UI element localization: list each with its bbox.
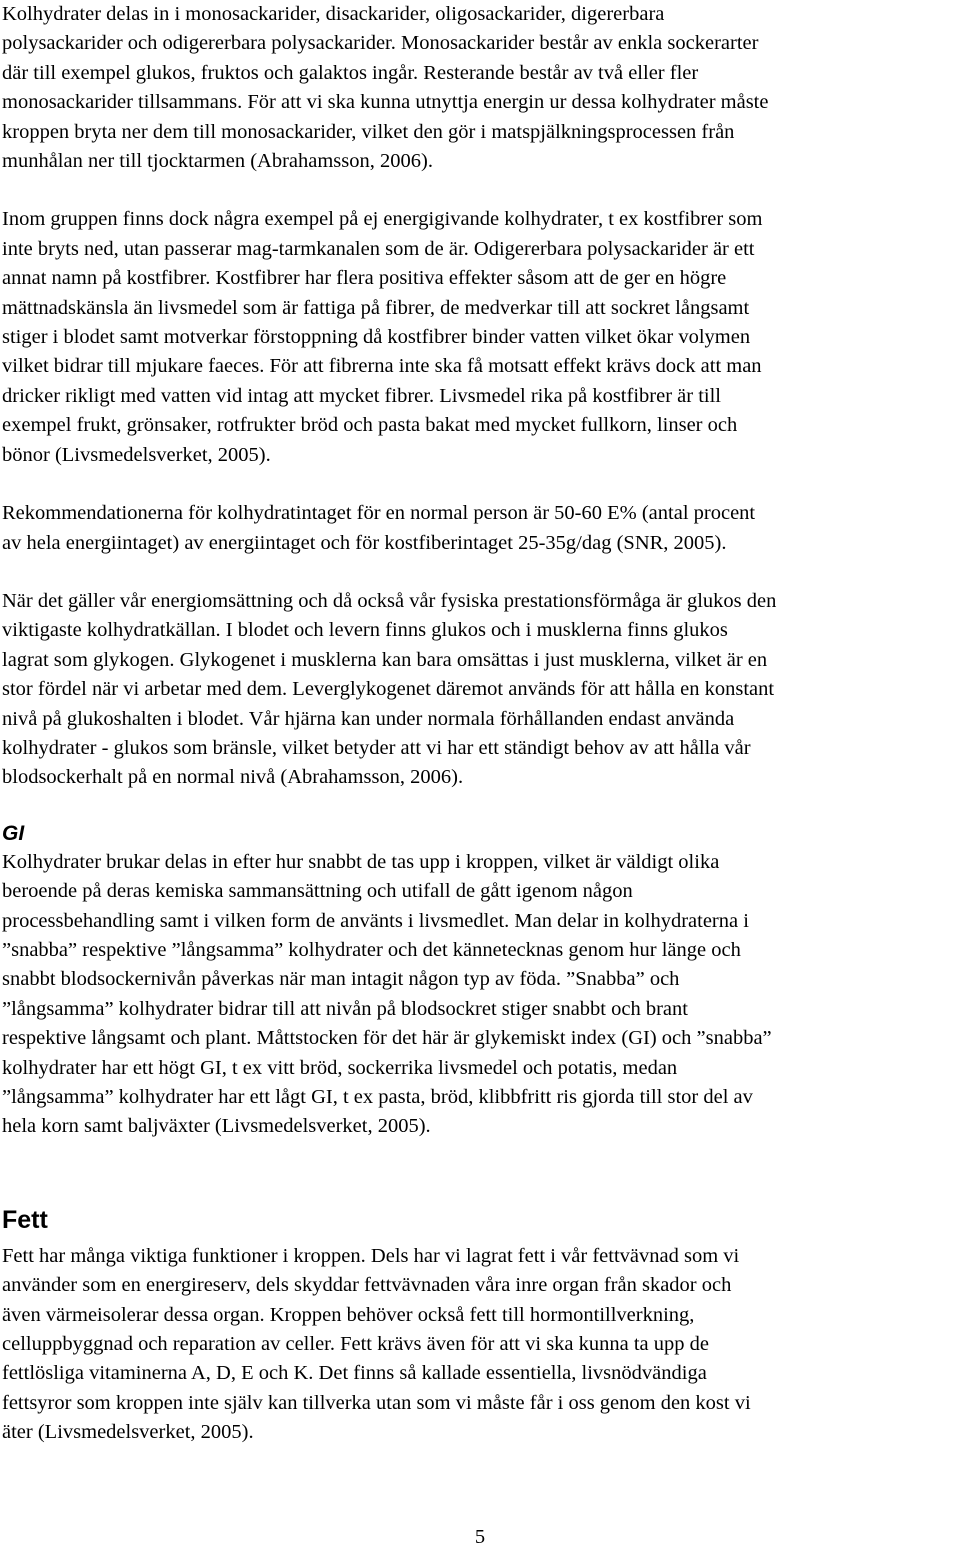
paragraph-spacer [2, 558, 958, 587]
paragraph-fett: Fett har många viktiga funktioner i kroppen. Dels har vi lagrat fett i vår fettvävnad som vi använder som en energireserv, dels skyddar fettvävnaden våra inre organ från skador och även värmeisolerar dessa organ. Kroppen behöver också fett till hormontillverkning, celluppbyggnad och reparation av celler. Fett krävs även för att vi ska kunna ta upp de fettlösliga vitaminerna A, D, E och K. Det finns så kallade essentiella, livsnödvändiga fettsyror som kroppen inte själv kan tillverka utan som vi måste får i oss genom den kost vi äter (Livsmedelsverket, 2005). [2, 1244, 751, 1444]
page-number: 5 [474, 1526, 486, 1548]
paragraph-spacer [2, 793, 958, 819]
section-heading-fett: Fett [2, 1205, 48, 1234]
paragraph-glucose-energy: När det gäller vår energiomsättning och då också vår fysiska prestationsförmåga är glukos den viktigaste kolhydratkällan. I blodet och levern finns glukos och i musklerna finns glukos lagrat som glykogen. Glykogenet i musklerna kan bara omsättas i just musklerna, vilket är en stor fördel när vi arbetar med dem. Leverglykogenet däremot används för att hålla en konstant nivå på glukoshalten i blodet. Vår hjärna kan under normala förhållanden endast använda kolhydrater - glukos som bränsle, vilket betyder att vi har ett ständigt behov av att hålla vår blodsockerhalt på en normal nivå (Abrahamsson, 2006). [2, 589, 777, 789]
paragraph-intake-recommendation: Rekommendationerna för kolhydratintaget för en normal person är 50-60 E% (antal procent av hela energiintaget) av energiintaget och för kostfiberintaget 25-35g/dag (SNR, 2005). [2, 502, 756, 554]
document-page [2, 0, 958, 1448]
paragraph-carbohydrate-types: Kolhydrater delas in i monosackarider, disackarider, oligosackarider, digererbara polysackarider och odigererbara polysackarider. Monosackarider består av enkla sockerarter där till exempel glukos, fruktos och galaktos ingår. Resterande består av två eller fler monosackarider tillsammans. För att vi ska kunna utnyttja energin ur dessa kolhydrater måste kroppen bryta ner dem till monosackarider, vilket den gör i matspjälkningsprocessen från munhålan ner till tjocktarmen (Abrahamsson, 2006). [2, 3, 769, 173]
paragraph-dietary-fiber: Inom gruppen finns dock några exempel på ej energigivande kolhydrater, t ex kostfibrer som inte bryts ned, utan passerar mag-tarmkanalen som de är. Odigererbara polysackarider är ett annat namn på kostfibrer. Kostfibrer har flera positiva effekter såsom att de ger en högre mättnadskänsla än livsmedel som är fattiga på fibrer, de medverkar till att sockret långsamt stiger i blodet samt motverkar förstoppning då kostfibrer binder vatten vilket ökar volymen vilket bidrar till mjukare faeces. För att fibrerna inte ska få motsatt effekt krävs dock att man dricker rikligt med vatten vid intag att mycket fibrer. Livsmedel rika på kostfibrer är till exempel frukt, grönsaker, rotfrukter bröd och pasta bakat med mycket fullkorn, linser och bönor (Livsmedelsverket, 2005). [2, 208, 763, 466]
paragraph-gi: Kolhydrater brukar delas in efter hur snabbt de tas upp i kroppen, vilket är väldigt olika beroende på deras kemiska sammansättning och utifall de gått igenom någon processbehandling samt i vilken form de använts i livsmedlet. Man delar in kolhydraterna i ”snabba” respektive ”långsamma” kolhydrater och det kännetecknas genom hur länge och snabbt blodsockernivån påverkas när man intagit någon typ av föda. ”Snabba” och ”långsamma” kolhydrater bidrar till att nivån på blodsockret stiger snabbt och brant respektive långsamt och plant. Måttstocken för det här är glykemiskt index (GI) och ”snabba” kolhydrater har ett högt GI, t ex vitt bröd, sockerrika livsmedel och potatis, medan ”långsamma” kolhydrater har ett lågt GI, t ex pasta, bröd, klibbfritt ris gjorda till stor del av hela korn samt baljväxter (Livsmedelsverket, 2005). [2, 850, 772, 1138]
paragraph-spacer [2, 470, 958, 499]
paragraph-spacer [2, 176, 958, 205]
section-spacer [2, 1142, 958, 1204]
section-heading-gi: GI [2, 821, 25, 845]
